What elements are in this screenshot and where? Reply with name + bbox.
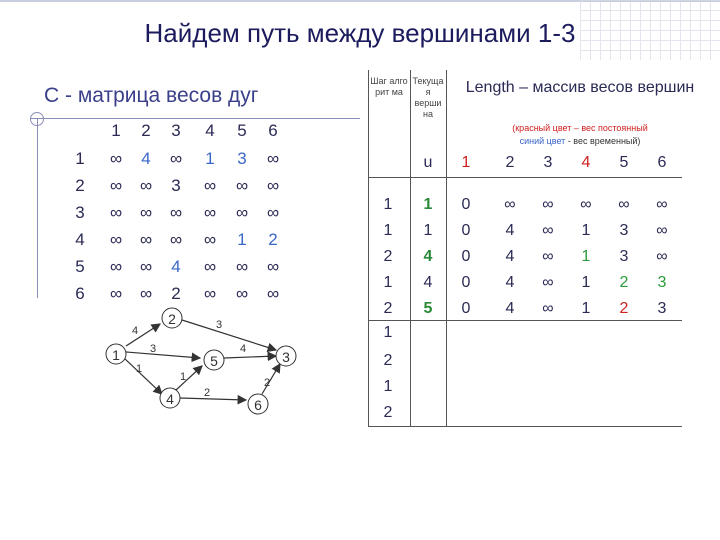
edge-label: 3 (216, 319, 223, 331)
matrix-cell: ∞ (139, 284, 153, 303)
matrix-cell: ∞ (203, 176, 217, 195)
step-header: Шаг алго рит ма (370, 76, 408, 97)
edge-label: 4 (240, 343, 247, 355)
matrix-cell: ∞ (203, 257, 217, 276)
edge-4-6 (180, 398, 246, 400)
matrix-cell: ∞ (266, 149, 280, 168)
length-col-header: 5 (619, 154, 629, 171)
legend-blue: синий цвет (519, 136, 566, 146)
step-cell: 2 (383, 404, 393, 421)
matrix-cell: ∞ (109, 284, 123, 303)
current-vertex-cell: 5 (423, 300, 433, 317)
length-cell: 2 (619, 300, 629, 317)
edge-label: 4 (132, 325, 139, 337)
edge-label: 1 (180, 371, 187, 383)
svg-text:6: 6 (254, 397, 262, 413)
step-cell: 1 (383, 324, 393, 341)
current-vertex-cell: 4 (423, 248, 433, 265)
matrix-cell: ∞ (139, 203, 153, 222)
edge-label: 2 (204, 387, 211, 399)
step-cell: 1 (383, 222, 393, 239)
length-cell: ∞ (656, 248, 668, 265)
graph-node (162, 308, 182, 328)
matrix-cell: ∞ (203, 203, 217, 222)
legend-red: (красный цвет – вес постоянный (512, 123, 648, 133)
step-cell: 1 (383, 196, 393, 213)
matrix-cell: 2 (268, 230, 278, 249)
matrix-row-header: 6 (75, 284, 85, 303)
length-cell: 3 (619, 248, 629, 265)
length-cell: 4 (505, 274, 515, 291)
matrix-cell: 4 (141, 149, 151, 168)
step-cell: 2 (383, 300, 393, 317)
step-cell: 1 (383, 274, 393, 291)
length-cell: ∞ (656, 196, 668, 213)
matrix-col-header: 1 (111, 121, 121, 140)
slide-title: Найдем путь между вершинами 1-3 (144, 18, 576, 48)
matrix-cell: ∞ (266, 203, 280, 222)
matrix-row-header: 5 (75, 257, 85, 276)
length-cell: 0 (461, 300, 471, 317)
current-vertex-header: Текуща я верши на (412, 76, 444, 119)
table-border (446, 70, 447, 426)
matrix-cell: ∞ (139, 176, 153, 195)
matrix-cell: 1 (205, 149, 215, 168)
svg-text:4: 4 (166, 391, 174, 407)
length-cell: ∞ (656, 222, 668, 239)
decorative-line (30, 118, 360, 119)
matrix-cell: ∞ (235, 257, 249, 276)
edge-5-3 (224, 356, 276, 358)
legend-blue-rest: - вес временный) (567, 136, 641, 146)
table-border (368, 177, 682, 178)
length-cell: 4 (505, 300, 515, 317)
matrix-col-header: 6 (268, 121, 278, 140)
matrix-cell: ∞ (203, 230, 217, 249)
length-cell: 2 (619, 274, 629, 291)
length-cell: 0 (461, 196, 471, 213)
length-cell: ∞ (542, 196, 554, 213)
edge-label: 2 (264, 377, 271, 389)
step-cell: 2 (383, 248, 393, 265)
edge-label: 1 (136, 363, 143, 375)
table-border (410, 70, 411, 426)
length-cell: 4 (505, 248, 515, 265)
graph-node (276, 346, 296, 366)
matrix-col-header: 5 (237, 121, 247, 140)
matrix-cell: ∞ (169, 149, 183, 168)
length-cell: 3 (619, 222, 629, 239)
step-cell: 1 (383, 378, 393, 395)
length-cell: 0 (461, 222, 471, 239)
length-cell: 3 (657, 274, 667, 291)
matrix-col-header: 3 (171, 121, 181, 140)
matrix-cell: ∞ (109, 257, 123, 276)
length-cell: ∞ (542, 300, 554, 317)
svg-text:1: 1 (112, 347, 120, 363)
length-cell: ∞ (542, 248, 554, 265)
table-border (368, 426, 682, 427)
length-col-header: 1 (461, 154, 471, 171)
length-cell: ∞ (542, 274, 554, 291)
matrix-row-header: 4 (75, 230, 85, 249)
matrix-cell: ∞ (266, 284, 280, 303)
length-cell: 1 (581, 248, 591, 265)
length-cell: 1 (581, 300, 591, 317)
edge-2-3 (182, 320, 276, 350)
length-cell: 0 (461, 274, 471, 291)
length-cell: 4 (505, 222, 515, 239)
length-cell: ∞ (542, 222, 554, 239)
matrix-cell: ∞ (139, 230, 153, 249)
edge-1-5 (126, 352, 200, 358)
u-label: u (423, 154, 433, 171)
legend (470, 122, 690, 148)
matrix-cell: ∞ (109, 230, 123, 249)
matrix-cell: ∞ (235, 284, 249, 303)
current-vertex-cell: 1 (423, 196, 433, 213)
matrix-row-header: 1 (75, 149, 85, 168)
matrix-cell: ∞ (109, 149, 123, 168)
table-border (368, 70, 369, 426)
graph-node (204, 350, 224, 370)
length-cell: 1 (581, 274, 591, 291)
matrix-cell: 1 (237, 230, 247, 249)
matrix-col-header: 2 (141, 121, 151, 140)
svg-text:2: 2 (168, 311, 176, 327)
length-cell: 1 (581, 222, 591, 239)
graph-diagram (80, 300, 320, 430)
length-col-header: 4 (581, 154, 591, 171)
svg-text:3: 3 (282, 349, 290, 365)
matrix-cell: ∞ (266, 257, 280, 276)
length-title: Length – массив весов вершин (465, 79, 695, 96)
graph-node (160, 388, 180, 408)
decorative-vertical-line (37, 118, 38, 298)
matrix-col-header: 4 (205, 121, 215, 140)
length-col-header: 6 (657, 154, 667, 171)
length-cell: 3 (657, 300, 667, 317)
length-cell: ∞ (580, 196, 592, 213)
edge-1-4 (124, 358, 162, 394)
length-cell: 0 (461, 248, 471, 265)
length-col-header: 3 (543, 154, 553, 171)
matrix-cell: ∞ (235, 203, 249, 222)
matrix-title: C - матрица весов дуг (44, 84, 259, 107)
edge-label: 3 (150, 343, 157, 355)
matrix-cell: 4 (171, 257, 181, 276)
current-vertex-cell: 1 (423, 222, 433, 239)
length-cell: ∞ (504, 196, 516, 213)
matrix-cell: ∞ (109, 176, 123, 195)
current-vertex-cell: 4 (423, 274, 433, 291)
matrix-row-header: 2 (75, 176, 85, 195)
matrix-row-header: 3 (75, 203, 85, 222)
length-col-header: 2 (505, 154, 515, 171)
matrix-cell: 3 (171, 176, 181, 195)
matrix-cell: ∞ (169, 203, 183, 222)
matrix-cell: ∞ (169, 230, 183, 249)
matrix-cell: 2 (171, 284, 181, 303)
table-border (368, 320, 682, 321)
step-cell: 2 (383, 352, 393, 369)
matrix-cell: ∞ (139, 257, 153, 276)
length-cell: ∞ (618, 196, 630, 213)
matrix-cell: ∞ (203, 284, 217, 303)
matrix-cell: 3 (237, 149, 247, 168)
matrix-cell: ∞ (235, 176, 249, 195)
graph-node (248, 394, 268, 414)
matrix-cell: ∞ (266, 176, 280, 195)
svg-text:5: 5 (210, 353, 218, 369)
graph-node (106, 344, 126, 364)
matrix-cell: ∞ (109, 203, 123, 222)
